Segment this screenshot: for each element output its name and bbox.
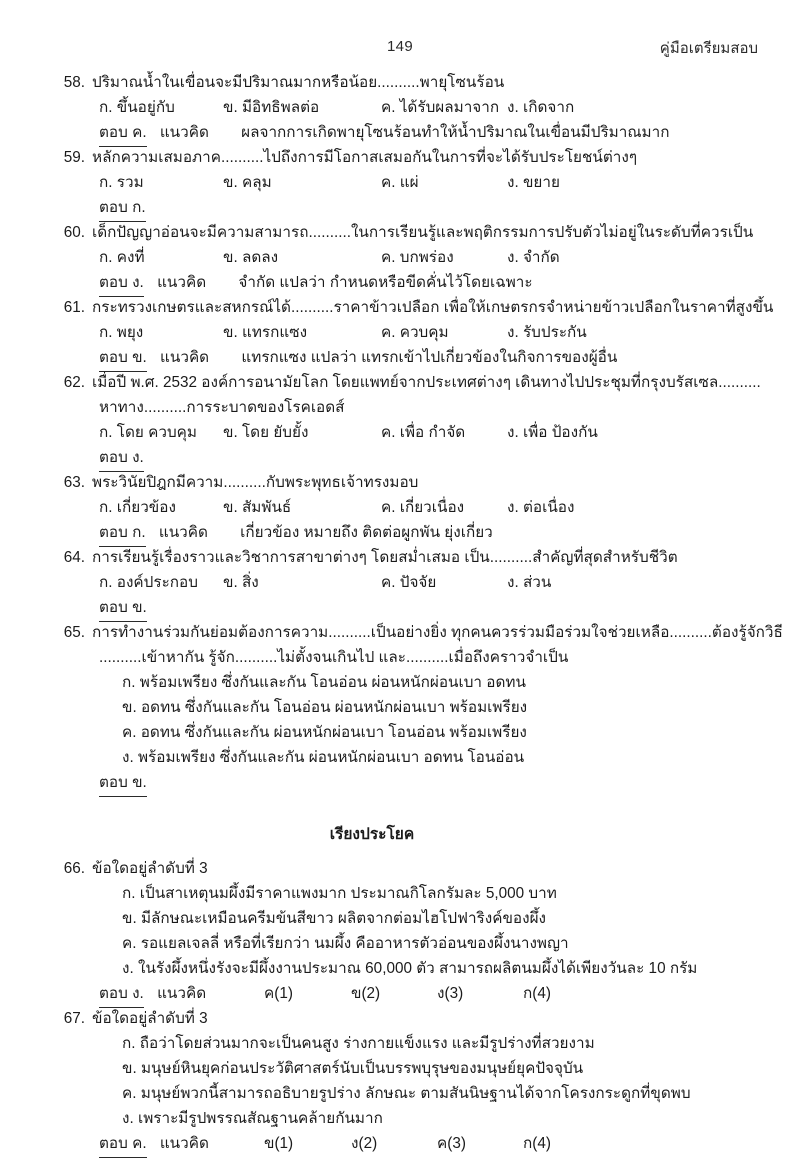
page-content	[62, 70, 783, 1156]
answer-row	[99, 1131, 762, 1156]
question-number: 61.	[63, 299, 85, 316]
choice-option[interactable]: ข. มีอิทธิพลต่อ	[223, 99, 320, 116]
question-number: 65.	[63, 624, 85, 641]
answer-label: ตอบ ค.	[99, 1131, 147, 1158]
page-header	[0, 38, 800, 64]
answer-row	[99, 520, 762, 545]
question-number: 60.	[63, 224, 85, 241]
choice-option[interactable]: ค. รอแยลเจลลี่ หรือที่เรียกว่า นมผึ้ง คืออาหารตัวอ่อนของผึ้งนางพญา	[122, 935, 569, 952]
choice-option[interactable]: ก. รวม	[99, 174, 144, 191]
answer-row	[99, 595, 762, 620]
choice-option[interactable]: ก. เป็นสาเหตุนมผึ้งมีราคาแพงมาก ประมาณกิโลกรัมละ 5,000 บาท	[122, 885, 557, 902]
question-stem-line	[62, 545, 762, 570]
answer-explanation: ผลจากการเกิดพายุโซนร้อนทำให้น้ำปริมาณในเขื่อนมีปริมาณมาก	[241, 124, 670, 141]
question-number: 64.	[63, 549, 85, 566]
choice-option[interactable]: ง. เกิดจาก	[507, 99, 575, 116]
choice-option[interactable]: ค. บกพร่อง	[381, 249, 454, 266]
choice-option[interactable]: ค. มนุษย์พวกนี้สามารถอธิบายรูปร่าง ลักษณะ ตามสันนิษฐานได้จากโครงกระดูกที่ขุดพบ	[122, 1085, 691, 1102]
question-stem-line	[62, 620, 783, 645]
question-block	[62, 145, 762, 220]
question-block	[62, 856, 762, 1006]
choice-option[interactable]: ก. พยุง	[99, 324, 144, 341]
question-number: 63.	[63, 474, 85, 491]
question-text: กระทรวงเกษตรและสหกรณ์ได้..........ราคาข้าวเปลือก เพื่อให้เกษตรกรจำหน่ายข้าวเปลือกในราคาที่สูงขึ้น	[92, 299, 774, 316]
header-book-title: คู่มือเตรียมสอบ	[659, 40, 758, 57]
question-text: ข้อใดอยู่ลำดับที่ 3	[92, 860, 208, 877]
choice-option[interactable]: ก. พร้อมเพรียง ซึ่งกันและกัน โอนอ่อน ผ่อนหนักผ่อนเบา อดทน	[122, 674, 526, 691]
answer-label: ตอบ ข.	[99, 770, 147, 797]
question-text: เด็กปัญญาอ่อนจะมีความสามารถ..........ในการเรียนรู้และพฤติกรรมการปรับตัวไม่อยู่ในระดับที่ควรเป็น	[92, 224, 754, 241]
hint-label: แนวคิด	[159, 1135, 209, 1152]
sequence-item: ค(3)	[437, 1135, 466, 1152]
question-stem-line	[62, 145, 762, 170]
choice-option[interactable]: ค. แผ่	[381, 174, 419, 191]
answer-explanation: แทรกแซง แปลว่า แทรกเข้าไปเกี่ยวข้องในกิจการของผู้อื่น	[241, 349, 618, 366]
question-text-continued: หาทาง..........การระบาดของโรคเอดส์	[99, 399, 345, 416]
question-number: 67.	[63, 1010, 85, 1027]
hint-label: แนวคิด	[158, 524, 208, 541]
answer-explanation: จำกัด แปลว่า กำหนดหรือขีดคั่นไว้โดยเฉพาะ	[238, 274, 533, 291]
hint-label: แนวคิด	[159, 124, 209, 141]
choice-option[interactable]: ข. มนุษย์หินยุคก่อนประวัติศาสตร์นับเป็นบรรพบุรุษของมนุษย์ยุคปัจจุบัน	[122, 1060, 584, 1077]
question-block	[62, 220, 762, 295]
question-text: การเรียนรู้เรื่องราวและวิชาการสาขาต่างๆ โดยสม่ำเสมอ เป็น..........สำคัญที่สุดสำหรับชีวิต	[92, 549, 678, 566]
question-text: เมื่อปี พ.ศ. 2532 องค์การอนามัยโลก โดยแพทย์จากประเทศต่างๆ เดินทางไปประชุมที่กรุงบรัสเซล..........	[92, 374, 761, 391]
question-block	[62, 470, 762, 545]
answer-row	[99, 120, 762, 145]
answer-label: ตอบ ง.	[99, 445, 144, 472]
choice-option[interactable]: ค. ได้รับผลมาจาก	[381, 99, 500, 116]
sequence-item: ก(4)	[523, 985, 551, 1002]
answer-row	[99, 345, 762, 370]
question-text: ปริมาณน้ำในเขื่อนจะมีปริมาณมากหรือน้อย..........พายุโซนร้อน	[92, 74, 505, 91]
sequence-item: ก(4)	[523, 1135, 551, 1152]
hint-label: แนวคิด	[157, 274, 207, 291]
choice-option[interactable]: ค. ควบคุม	[381, 324, 449, 341]
question-number: 66.	[63, 860, 85, 877]
question-stem-line	[62, 370, 762, 395]
choice-option[interactable]: ง. ส่วน	[507, 574, 552, 591]
answer-label: ตอบ ข.	[99, 595, 147, 622]
choice-option[interactable]: ข. โดย ยับยั้ง	[223, 424, 309, 441]
choices-row	[99, 245, 762, 270]
question-block	[62, 620, 783, 795]
question-block	[62, 70, 762, 145]
answer-row	[99, 195, 762, 220]
answer-row	[99, 981, 762, 1006]
choice-option[interactable]: ง. จำกัด	[507, 249, 560, 266]
choice-option[interactable]: ค. เกี่ยวเนื่อง	[381, 499, 465, 516]
section-heading: เรียงประโยค	[329, 826, 415, 843]
question-stem-line	[62, 1006, 762, 1031]
sequence-item: ง(2)	[351, 1135, 378, 1152]
answer-row	[99, 770, 762, 795]
choice-option[interactable]: ก. คงที่	[99, 249, 145, 266]
question-text: ข้อใดอยู่ลำดับที่ 3	[92, 1010, 208, 1027]
choice-option[interactable]: ก. เกี่ยวข้อง	[99, 499, 176, 516]
choices-stack	[122, 1031, 762, 1131]
sequence-item: ข(1)	[264, 1135, 294, 1152]
choices-stack	[122, 670, 762, 770]
answer-row	[99, 445, 762, 470]
answer-label: ตอบ ข.	[99, 345, 147, 372]
answer-label: ตอบ ง.	[99, 981, 144, 1008]
choice-option[interactable]: ค. ปัจจัย	[381, 574, 437, 591]
question-block	[62, 370, 762, 470]
answer-explanation: เกี่ยวข้อง หมายถึง ติดต่อผูกพัน ยุ่งเกี่ยว	[240, 524, 493, 541]
question-stem-line	[62, 470, 762, 495]
question-block	[62, 295, 774, 370]
choices-row	[99, 320, 762, 345]
question-number: 59.	[63, 149, 85, 166]
choices-row	[99, 570, 762, 595]
choice-option[interactable]: ง. ขยาย	[507, 174, 560, 191]
choice-option[interactable]: ง. ต่อเนื่อง	[507, 499, 575, 516]
choice-option[interactable]: ก. โดย ควบคุม	[99, 424, 197, 441]
choices-row	[99, 420, 762, 445]
question-text: หลักความเสมอภาค..........ไปถึงการมีโอกาสเสมอกันในการที่จะได้รับประโยชน์ต่างๆ	[92, 149, 638, 166]
sequence-item: ข(2)	[351, 985, 381, 1002]
choices-row	[99, 170, 762, 195]
choice-option[interactable]: ก. ขึ้นอยู่กับ	[99, 99, 175, 116]
question-number: 58.	[63, 74, 85, 91]
question-stem-line	[62, 856, 762, 881]
choice-option[interactable]: ง. เพราะมีรูปพรรณสัณฐานคล้ายกันมาก	[122, 1110, 383, 1127]
page-number: 149	[387, 38, 413, 55]
question-block	[62, 1006, 762, 1156]
choice-option[interactable]: ง. ในรังผึ้งหนึ่งรังจะมีผึ้งงานประมาณ 60,000 ตัว สามารถผลิตนมผึ้งได้เพียงวันละ 10 กรัม	[122, 960, 698, 977]
choice-option[interactable]: ง. เพื่อ ป้องกัน	[507, 424, 598, 441]
answer-row	[99, 270, 762, 295]
choice-option[interactable]: ข. สัมพันธ์	[223, 499, 292, 516]
choice-option[interactable]: ง. รับประกัน	[507, 324, 587, 341]
question-block	[62, 545, 762, 620]
sequence-item: ค(1)	[264, 985, 293, 1002]
question-stem-line	[62, 220, 762, 245]
answer-label: ตอบ ค.	[99, 120, 147, 147]
choice-option[interactable]: ข. ลดลง	[223, 249, 279, 266]
choice-option[interactable]: ค. อดทน ซึ่งกันและกัน ผ่อนหนักผ่อนเบา โอนอ่อน พร้อมเพรียง	[122, 724, 527, 741]
answer-label: ตอบ ง.	[99, 270, 144, 297]
choice-option[interactable]: ข. มีลักษณะเหมือนครีมข้นสีขาว ผลิตจากต่อมไฮโปฟาริงค์ของผึ้ง	[122, 910, 547, 927]
hint-label: แนวคิด	[160, 349, 210, 366]
question-text: พระวินัยปิฎกมีความ..........กับพระพุทธเจ้าทรงมอบ	[92, 474, 419, 491]
answer-label: ตอบ ก.	[99, 520, 146, 547]
choice-option[interactable]: ข. แทรกแซง	[223, 324, 308, 341]
choice-option[interactable]: ง. พร้อมเพรียง ซึ่งกันและกัน ผ่อนหนักผ่อนเบา อดทน โอนอ่อน	[122, 749, 525, 766]
answer-label: ตอบ ก.	[99, 195, 146, 222]
question-text: การทำงานร่วมกันย่อมต้องการความ..........เป็นอย่างยิ่ง ทุกคนควรร่วมมือร่วมใจช่วยเหลือ..........ต้องรู้จักวิธี	[92, 624, 783, 641]
choices-row	[99, 495, 762, 520]
choice-option[interactable]: ก. ถือว่าโดยส่วนมากจะเป็นคนสูง ร่างกายแข็งแรง และมีรูปร่างที่สวยงาม	[122, 1035, 595, 1052]
choice-option[interactable]: ข. อดทน ซึ่งกันและกัน โอนอ่อน ผ่อนหนักผ่อนเบา พร้อมเพรียง	[122, 699, 528, 716]
choices-stack	[122, 881, 762, 981]
hint-label: แนวคิด	[157, 985, 207, 1002]
question-text-continued: ..........เข้าหากัน รู้จัก..........ไม่ตั้งจนเกินไป และ..........เมื่อถึงคราวจำเป็น	[99, 649, 569, 666]
question-number: 62.	[63, 374, 85, 391]
choices-row	[99, 95, 762, 120]
question-stem-line	[62, 295, 774, 320]
choice-option[interactable]: ข. คลุม	[223, 174, 272, 191]
choice-option[interactable]: ก. องค์ประกอบ	[99, 574, 198, 591]
sequence-item: ง(3)	[437, 985, 464, 1002]
choice-option[interactable]: ข. สิ่ง	[223, 574, 259, 591]
choice-option[interactable]: ค. เพื่อ กำจัด	[381, 424, 466, 441]
question-stem-line	[62, 70, 762, 95]
